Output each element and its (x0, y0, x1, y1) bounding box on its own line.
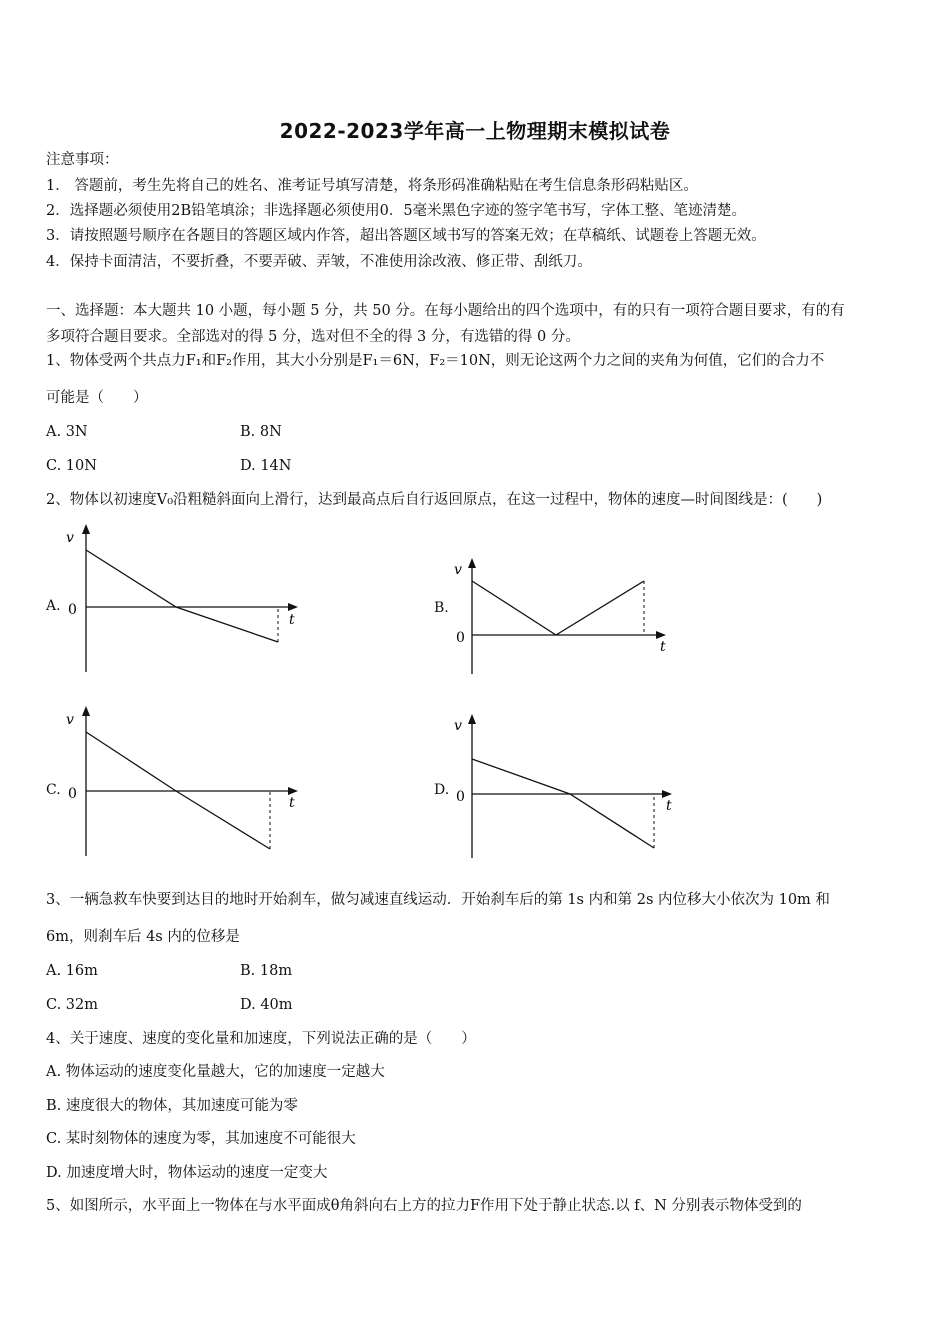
axis-t-label: t (666, 798, 672, 814)
axis-t-label: t (289, 795, 295, 811)
notice-heading: 注意事项： (46, 152, 119, 168)
axis-v-label: v (66, 530, 74, 546)
v-axis-arrow (82, 706, 90, 716)
q1-stem-line1: 1、物体受两个共点力F₁和F₂作用，其大小分别是F₁＝6N，F₂＝10N，则无论这两个力之间的夹角为何值，它们的合力不 (46, 353, 825, 369)
q2-option-d-label: D. (434, 782, 450, 798)
v-axis-arrow (468, 714, 476, 724)
page-title: 2022-2023学年高一上物理期末模拟试卷 (279, 119, 671, 143)
t-axis-arrow (656, 631, 666, 639)
q2-graph-b (448, 556, 678, 680)
q1-stem-line2: 可能是（ ） (46, 390, 148, 406)
q5-stem-line1: 5、如图所示，水平面上一物体在与水平面成θ角斜向右上方的拉力F作用下处于静止状态.以 f、N 分别表示物体受到的 (46, 1198, 802, 1214)
axis-v-label: v (66, 712, 74, 728)
t-axis-arrow (288, 787, 298, 795)
velocity-line (86, 550, 278, 642)
q1-option-b: B. 8N (240, 424, 282, 440)
v-axis-arrow (468, 558, 476, 568)
q1-option-c: C. 10N (46, 458, 97, 474)
q3-option-b: B. 18m (240, 963, 293, 979)
q3-stem-line2: 6m，则刹车后 4s 内的位移是 (46, 929, 240, 945)
axis-v-label: v (454, 562, 462, 578)
q4-option-b: B. 速度很大的物体，其加速度可能为零 (46, 1098, 298, 1114)
t-axis-arrow (662, 790, 672, 798)
q2-option-c-label: C. (46, 782, 61, 798)
q2-stem: 2、物体以初速度V₀沿粗糙斜面向上滑行，达到最高点后自行返回原点，在这一过程中，物体的速度—时间图线是：( ) (46, 492, 823, 508)
origin-label: 0 (68, 602, 77, 618)
velocity-line (472, 759, 654, 848)
q2-option-a-label: A. (46, 598, 61, 614)
q2-graph-d (448, 712, 688, 862)
q4-option-d: D. 加速度增大时，物体运动的速度一定变大 (46, 1165, 328, 1181)
q4-option-c: C. 某时刻物体的速度为零，其加速度不可能很大 (46, 1131, 356, 1147)
section-instructions-line1: 一、选择题：本大题共 10 小题，每小题 5 分，共 50 分。在每小题给出的四个选项中，有的只有一项符合题目要求，有的有 (46, 303, 845, 319)
t-axis-arrow (288, 603, 298, 611)
q1-option-d: D. 14N (240, 458, 292, 474)
q2-graph-c (60, 702, 310, 862)
notice-item-3: 3．请按照题号顺序在各题目的答题区域内作答，超出答题区域书写的答案无效；在草稿纸、试题卷上答题无效。 (46, 228, 766, 244)
q3-option-a: A. 16m (46, 963, 98, 979)
q2-graph-a (60, 520, 310, 680)
velocity-line (472, 581, 644, 635)
v-axis-arrow (82, 524, 90, 534)
axis-v-label: v (454, 718, 462, 734)
q3-option-c: C. 32m (46, 997, 98, 1013)
q4-option-a: A. 物体运动的速度变化量越大，它的加速度一定越大 (46, 1064, 385, 1080)
notice-item-4: 4．保持卡面清洁，不要折叠，不要弄破、弄皱，不准使用涂改液、修正带、刮纸刀。 (46, 254, 592, 270)
q2-option-b-label: B. (434, 600, 449, 616)
section-instructions-line2: 多项符合题目要求。全部选对的得 5 分，选对但不全的得 3 分，有选错的得 0 分。 (46, 329, 580, 345)
origin-label: 0 (68, 786, 77, 802)
origin-label: 0 (456, 630, 465, 646)
origin-label: 0 (456, 789, 465, 805)
axis-t-label: t (289, 612, 295, 628)
notice-item-2: 2．选择题必须使用2B铅笔填涂；非选择题必须使用0．5毫米黑色字迹的签字笔书写，字体工整、笔迹清楚。 (46, 203, 747, 219)
q4-stem: 4、关于速度、速度的变化量和加速度，下列说法正确的是（ ） (46, 1031, 476, 1047)
q3-option-d: D. 40m (240, 997, 293, 1013)
q3-stem-line1: 3、一辆急救车快要到达目的地时开始刹车，做匀减速直线运动．开始刹车后的第 1s 内和第 2s 内位移大小依次为 10m 和 (46, 892, 830, 908)
notice-item-1: 1． 答题前，考生先将自己的姓名、准考证号填写清楚，将条形码准确粘贴在考生信息条形码粘贴区。 (46, 178, 698, 194)
q1-option-a: A. 3N (46, 424, 88, 440)
axis-t-label: t (660, 639, 666, 655)
